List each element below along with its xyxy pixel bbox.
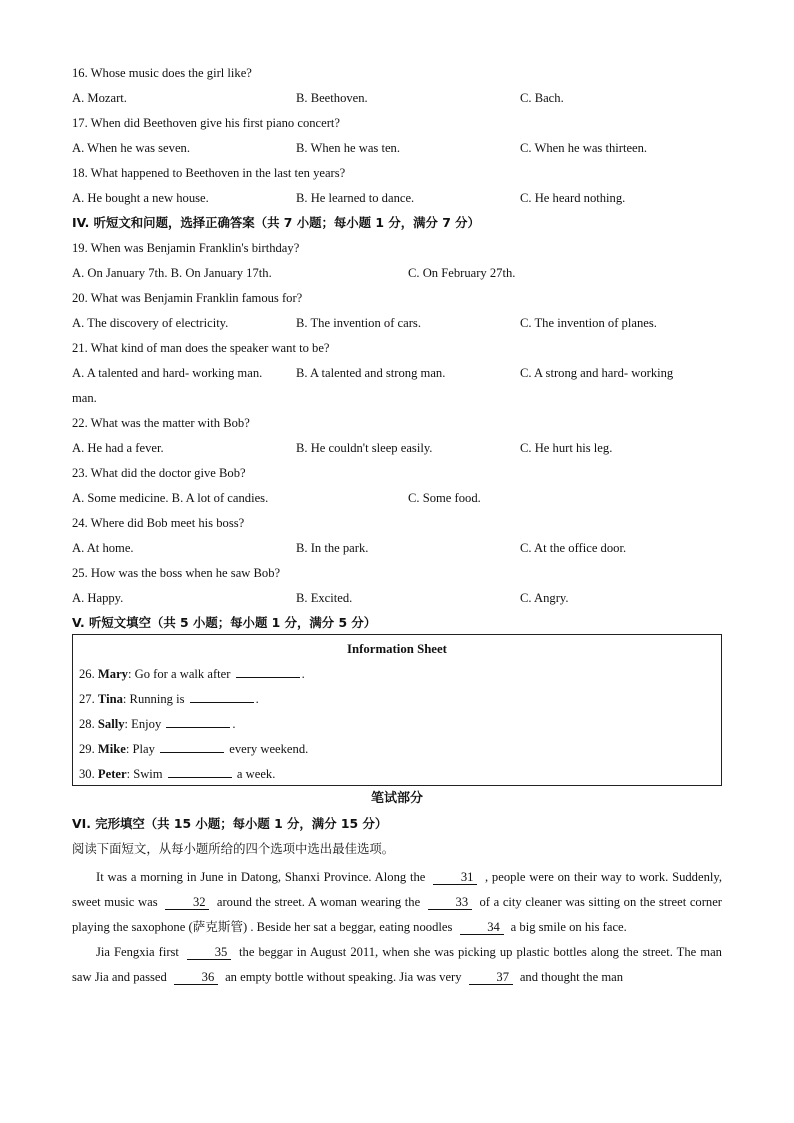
passage-text: a big smile on his face.	[510, 920, 627, 934]
fill-blank[interactable]	[160, 741, 224, 753]
question-16: 16. Whose music does the girl like?	[72, 66, 252, 80]
question-19: 19. When was Benjamin Franklin's birthday?	[72, 241, 300, 255]
blank-31[interactable]: 31	[433, 870, 477, 885]
passage-text: , people were on their way to work. Suddenly, sweet music was	[72, 870, 722, 909]
option-b: B. In the park.	[296, 541, 369, 555]
options-19	[72, 264, 722, 289]
sheet-row-26	[73, 666, 721, 691]
option-b: B. Beethoven.	[296, 91, 368, 105]
option-c-continuation: man.	[72, 391, 97, 405]
option-a: A. A talented and hard- working man.	[72, 366, 263, 380]
row-text: : Enjoy	[124, 717, 162, 731]
options-17	[72, 139, 722, 164]
written-part	[72, 790, 722, 990]
questions-area	[72, 64, 722, 639]
option-b: B. A talented and strong man.	[296, 366, 446, 380]
question-24: 24. Where did Bob meet his boss?	[72, 516, 245, 530]
question-18: 18. What happened to Beethoven in the last ten years?	[72, 166, 346, 180]
option-b: B. He couldn't sleep easily.	[296, 441, 433, 455]
question-21: 21. What kind of man does the speaker want to be?	[72, 341, 330, 355]
row-end: a week.	[233, 767, 276, 781]
fill-blank[interactable]	[236, 666, 300, 678]
section-5-heading: V. 听短文填空（共 5 小题；每小题 1 分，满分 5 分）	[72, 615, 377, 630]
sheet-row-27	[73, 691, 721, 716]
options-23	[72, 489, 722, 514]
option-c: C. Angry.	[520, 591, 569, 605]
options-21	[72, 364, 722, 389]
option-c: C. Some food.	[408, 491, 481, 505]
information-sheet	[72, 634, 722, 786]
fill-blank[interactable]	[190, 691, 254, 703]
row-text: : Go for a walk after	[127, 667, 231, 681]
written-part-title: 笔试部分	[370, 791, 423, 806]
sheet-row-29	[73, 741, 721, 766]
option-a: A. The discovery of electricity.	[72, 316, 229, 330]
blank-35[interactable]: 35	[187, 945, 231, 960]
option-a: A. When he was seven.	[72, 141, 190, 155]
row-name: Mary	[97, 667, 128, 681]
options-16	[72, 89, 722, 114]
blank-32[interactable]: 32	[165, 895, 209, 910]
fill-blank[interactable]	[166, 716, 230, 728]
passage-text: and thought the man	[519, 970, 624, 984]
passage-text: It was a morning in June in Datong, Shanxi Province. Along the	[96, 870, 426, 884]
option-c: C. On February 27th.	[408, 266, 516, 280]
option-c: C. At the office door.	[520, 541, 627, 555]
row-end: .	[301, 667, 305, 681]
passage-paragraph-1	[72, 865, 722, 940]
option-ab: A. On January 7th. B. On January 17th.	[72, 266, 272, 280]
fill-blank[interactable]	[168, 766, 232, 778]
options-18	[72, 189, 722, 214]
row-name: Mike	[97, 742, 126, 756]
sheet-title: Information Sheet	[347, 642, 447, 656]
option-b: B. When he was ten.	[296, 141, 400, 155]
row-number: 27.	[79, 692, 95, 706]
passage-paragraph-2	[72, 940, 722, 990]
blank-36[interactable]: 36	[174, 970, 218, 985]
question-25: 25. How was the boss when he saw Bob?	[72, 566, 281, 580]
option-b: B. Excited.	[296, 591, 353, 605]
row-name: Tina	[97, 692, 123, 706]
row-name: Sally	[97, 717, 125, 731]
option-a: A. He bought a new house.	[72, 191, 209, 205]
section-4-heading: IV. 听短文和问题，选择正确答案（共 7 小题；每小题 1 分，满分 7 分）	[72, 215, 480, 230]
option-b: B. He learned to dance.	[296, 191, 415, 205]
options-24	[72, 539, 722, 564]
blank-37[interactable]: 37	[469, 970, 513, 985]
row-number: 28.	[79, 717, 95, 731]
options-25	[72, 589, 722, 614]
row-text: : Running is	[122, 692, 185, 706]
row-end: every weekend.	[226, 742, 309, 756]
blank-34[interactable]: 34	[460, 920, 504, 935]
row-name: Peter	[97, 767, 127, 781]
passage-text: around the street. A woman wearing the	[216, 895, 421, 909]
option-a: A. Mozart.	[72, 91, 127, 105]
sheet-row-30	[73, 766, 721, 791]
question-23: 23. What did the doctor give Bob?	[72, 466, 246, 480]
row-end: .	[255, 692, 259, 706]
option-b: B. The invention of cars.	[296, 316, 421, 330]
question-17: 17. When did Beethoven give his first piano concert?	[72, 116, 341, 130]
question-20: 20. What was Benjamin Franklin famous for?	[72, 291, 303, 305]
section-6-heading: VI. 完形填空（共 15 小题；每小题 1 分，满分 15 分）	[72, 816, 388, 831]
option-a: A. He had a fever.	[72, 441, 164, 455]
option-c: C. When he was thirteen.	[520, 141, 648, 155]
row-number: 29.	[79, 742, 95, 756]
option-c: C. A strong and hard- working	[520, 366, 674, 380]
option-c: C. He heard nothing.	[520, 191, 626, 205]
blank-33[interactable]: 33	[428, 895, 472, 910]
row-end: .	[232, 717, 236, 731]
options-22	[72, 439, 722, 464]
row-number: 26.	[79, 667, 95, 681]
sheet-row-28	[73, 716, 721, 741]
option-c: C. The invention of planes.	[520, 316, 657, 330]
question-22: 22. What was the matter with Bob?	[72, 416, 250, 430]
option-ab: A. Some medicine. B. A lot of candies.	[72, 491, 269, 505]
option-a: A. At home.	[72, 541, 134, 555]
option-c: C. He hurt his leg.	[520, 441, 613, 455]
option-a: A. Happy.	[72, 591, 124, 605]
passage-text: of a city cleaner was sitting on the street corner playing the saxophone (萨克斯管) . Beside her sat a beggar, eating noodles	[72, 895, 722, 934]
instruction: 阅读下面短文，从每小题所给的四个选项中选出最佳选项。	[72, 841, 395, 856]
passage-text: Jia Fengxia first	[96, 945, 179, 959]
passage-text: an empty bottle without speaking. Jia was very	[225, 970, 462, 984]
option-c: C. Bach.	[520, 91, 564, 105]
row-text: : Swim	[126, 767, 163, 781]
options-20	[72, 314, 722, 339]
row-text: : Play	[125, 742, 155, 756]
passage-text: the beggar in August 2011, when she was picking up plastic bottles along the street. The man saw Jia and passed	[72, 945, 722, 984]
row-number: 30.	[79, 767, 95, 781]
